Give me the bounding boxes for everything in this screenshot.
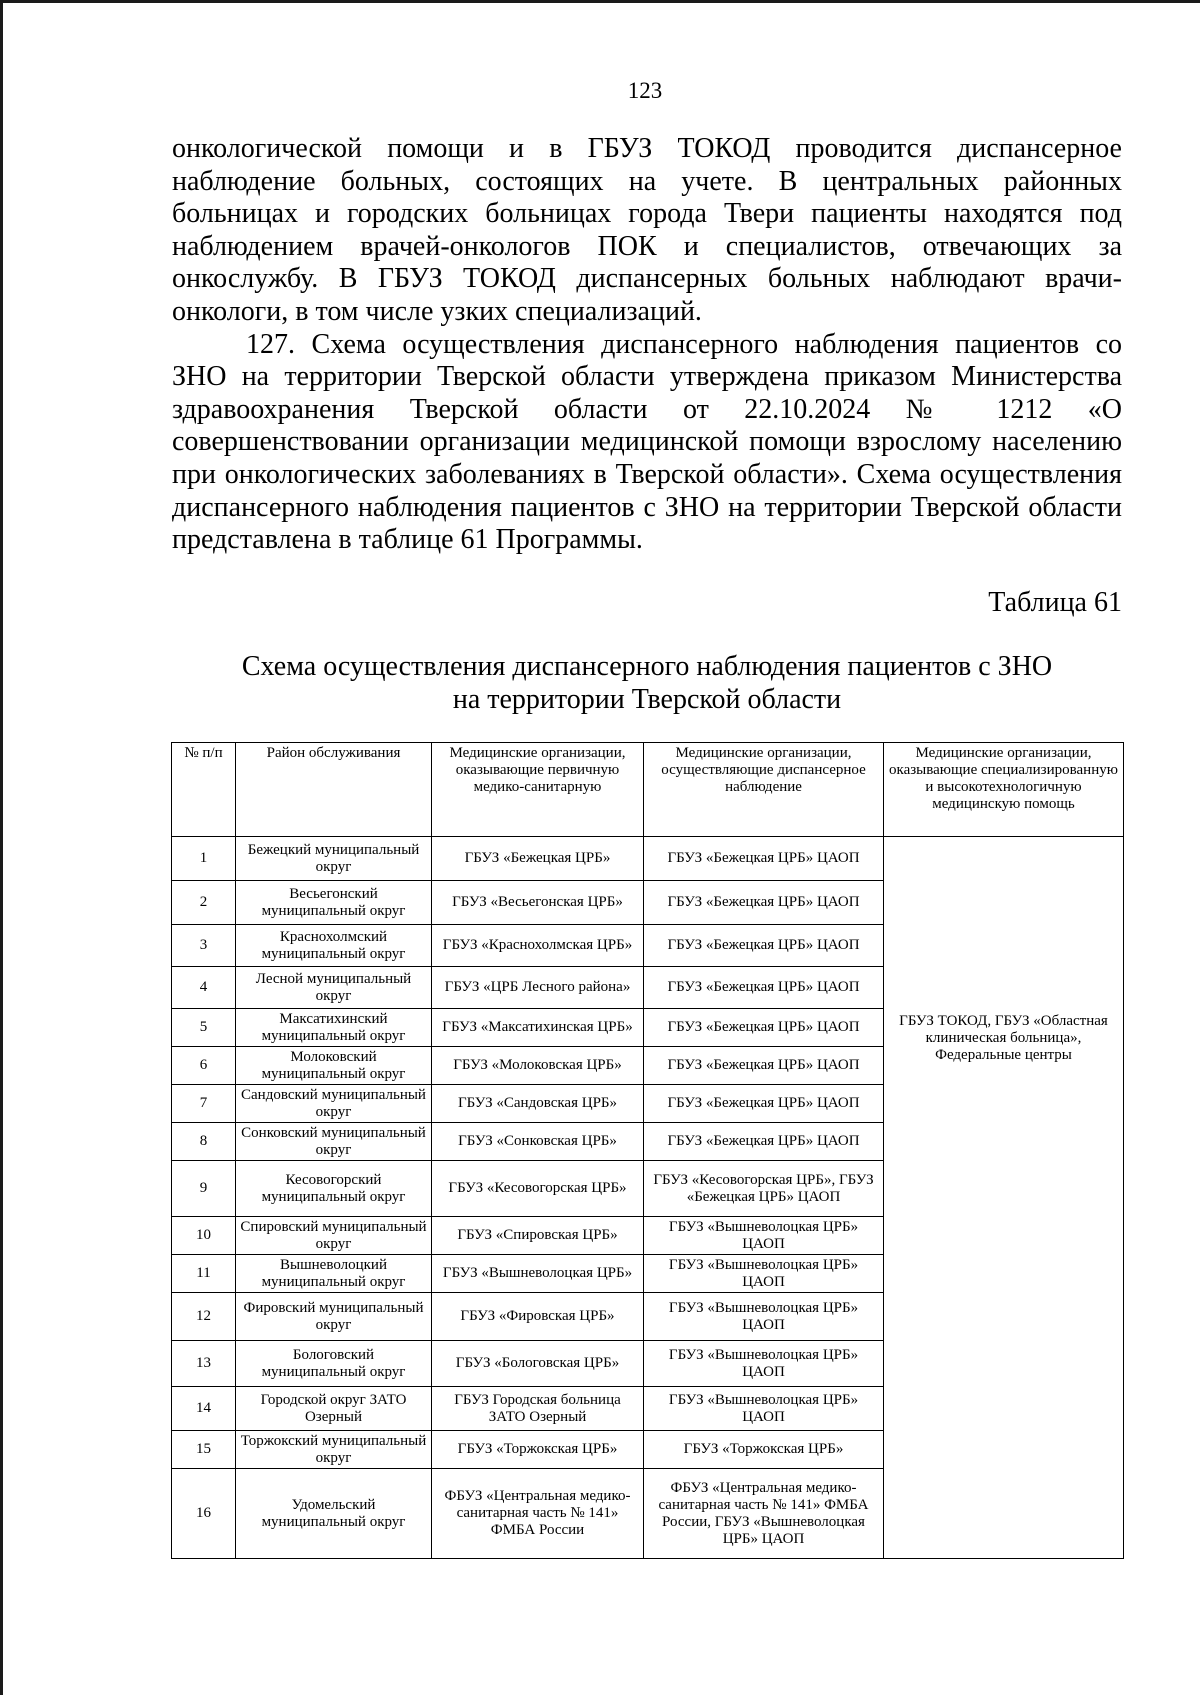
cell-num: 9 bbox=[172, 1161, 236, 1217]
cell-dispensary: ГБУЗ «Бежецкая ЦРБ» ЦАОП bbox=[644, 1047, 884, 1085]
cell-district: Фировский муниципальный округ bbox=[236, 1293, 432, 1341]
cell-primary: ГБУЗ «Кесовогорская ЦРБ» bbox=[432, 1161, 644, 1217]
cell-primary: ГБУЗ «Максатихинская ЦРБ» bbox=[432, 1009, 644, 1047]
cell-num: 1 bbox=[172, 837, 236, 881]
cell-dispensary: ГБУЗ «Бежецкая ЦРБ» ЦАОП bbox=[644, 1123, 884, 1161]
cell-num: 7 bbox=[172, 1085, 236, 1123]
cell-num: 16 bbox=[172, 1469, 236, 1559]
cell-dispensary: ГБУЗ «Бежецкая ЦРБ» ЦАОП bbox=[644, 1085, 884, 1123]
header-dispensary: Медицинские организации, осуществляющие диспансерное наблюдение bbox=[644, 743, 884, 837]
cell-dispensary: ГБУЗ «Бежецкая ЦРБ» ЦАОП bbox=[644, 967, 884, 1009]
cell-dispensary: ГБУЗ «Вышневолоцкая ЦРБ» ЦАОП bbox=[644, 1217, 884, 1255]
cell-district: Вышневолоцкий муниципальный округ bbox=[236, 1255, 432, 1293]
cell-primary: ГБУЗ «Фировская ЦРБ» bbox=[432, 1293, 644, 1341]
cell-dispensary: ГБУЗ «Вышневолоцкая ЦРБ» ЦАОП bbox=[644, 1341, 884, 1387]
paragraph-continuation: онкологической помощи и в ГБУЗ ТОКОД проводится диспансерное наблюдение больных, состоящих на учете. В центральных районных больницах и городских больницах города Твери пациенты находятся под наблюдением врачей-онкологов ПОК и специалистов, отвечающих за онкослужбу. В ГБУЗ ТОКОД диспансерных больных наблюдают врачи-онкологи, в том числе узких специализаций. bbox=[172, 133, 1122, 327]
table-header-row bbox=[172, 743, 1124, 837]
cell-district: Кесовогорский муниципальный округ bbox=[236, 1161, 432, 1217]
cell-district: Сандовский муниципальный округ bbox=[236, 1085, 432, 1123]
dispensary-scheme-table bbox=[171, 742, 1124, 1559]
cell-dispensary: ГБУЗ «Вышневолоцкая ЦРБ» ЦАОП bbox=[644, 1255, 884, 1293]
table-caption-line-2: на территории Тверской области bbox=[452, 684, 842, 715]
cell-district: Молоковский муниципальный округ bbox=[236, 1047, 432, 1085]
body-text bbox=[172, 133, 1122, 557]
cell-district: Сонковский муниципальный округ bbox=[236, 1123, 432, 1161]
cell-num: 12 bbox=[172, 1293, 236, 1341]
cell-district: Удомельский муниципальный округ bbox=[236, 1469, 432, 1559]
table-label: Таблица 61 bbox=[988, 587, 1122, 618]
cell-dispensary: ГБУЗ «Кесовогорская ЦРБ», ГБУЗ «Бежецкая ЦРБ» ЦАОП bbox=[644, 1161, 884, 1217]
cell-primary: ГБУЗ «Сандовская ЦРБ» bbox=[432, 1085, 644, 1123]
cell-primary: ГБУЗ «Бологовская ЦРБ» bbox=[432, 1341, 644, 1387]
paragraph-127: 127. Схема осуществления диспансерного наблюдения пациентов со ЗНО на территории Тверской области утверждена приказом Министерства здравоохранения Тверской области от 22.10.2024 № 1212 «О совершенствовании организации медицинской помощи взрослому населению при онкологических заболеваниях в Тверской области». Схема осуществления диспансерного наблюдения пациентов с ЗНО на территории Тверской области представлена в таблице 61 Программы. bbox=[172, 328, 1122, 556]
scan-border-left bbox=[0, 0, 3, 1695]
cell-num: 5 bbox=[172, 1009, 236, 1047]
cell-primary: ГБУЗ «Спировская ЦРБ» bbox=[432, 1217, 644, 1255]
cell-district: Торжокский муниципальный округ bbox=[236, 1431, 432, 1469]
table-body bbox=[172, 837, 1124, 1559]
header-primary: Медицинские организации, оказывающие первичную медико-санитарную bbox=[432, 743, 644, 837]
header-specialized: Медицинские организации, оказывающие специализированную и высокотехнологичную медицинскую помощь bbox=[884, 743, 1124, 837]
cell-num: 11 bbox=[172, 1255, 236, 1293]
cell-num: 6 bbox=[172, 1047, 236, 1085]
cell-district: Бежецкий муниципальный округ bbox=[236, 837, 432, 881]
cell-dispensary: ГБУЗ «Бежецкая ЦРБ» ЦАОП bbox=[644, 1009, 884, 1047]
cell-primary: ГБУЗ «Краснохолмская ЦРБ» bbox=[432, 925, 644, 967]
cell-dispensary: ГБУЗ «Торжокская ЦРБ» bbox=[644, 1431, 884, 1469]
cell-dispensary: ГБУЗ «Бежецкая ЦРБ» ЦАОП bbox=[644, 837, 884, 881]
cell-district: Бологовский муниципальный округ bbox=[236, 1341, 432, 1387]
cell-primary: ГБУЗ «Молоковская ЦРБ» bbox=[432, 1047, 644, 1085]
cell-primary: ГБУЗ «Торжокская ЦРБ» bbox=[432, 1431, 644, 1469]
cell-dispensary: ФБУЗ «Центральная медико-санитарная часть № 141» ФМБА России, ГБУЗ «Вышневолоцкая ЦРБ» ЦАОП bbox=[644, 1469, 884, 1559]
cell-primary: ГБУЗ «Вышневолоцкая ЦРБ» bbox=[432, 1255, 644, 1293]
cell-primary: ГБУЗ Городская больница ЗАТО Озерный bbox=[432, 1387, 644, 1431]
cell-num: 8 bbox=[172, 1123, 236, 1161]
cell-num: 10 bbox=[172, 1217, 236, 1255]
cell-dispensary: ГБУЗ «Бежецкая ЦРБ» ЦАОП bbox=[644, 881, 884, 925]
cell-num: 2 bbox=[172, 881, 236, 925]
cell-district: Городской округ ЗАТО Озерный bbox=[236, 1387, 432, 1431]
cell-primary: ФБУЗ «Центральная медико-санитарная часть № 141» ФМБА России bbox=[432, 1469, 644, 1559]
cell-district: Спировский муниципальный округ bbox=[236, 1217, 432, 1255]
cell-num: 3 bbox=[172, 925, 236, 967]
cell-specialized: ГБУЗ ТОКОД, ГБУЗ «Областная клиническая больница», Федеральные центры bbox=[884, 837, 1124, 1559]
cell-district: Максатихинский муниципальный округ bbox=[236, 1009, 432, 1047]
cell-primary: ГБУЗ «Бежецкая ЦРБ» bbox=[432, 837, 644, 881]
cell-dispensary: ГБУЗ «Бежецкая ЦРБ» ЦАОП bbox=[644, 925, 884, 967]
cell-district: Краснохолмский муниципальный округ bbox=[236, 925, 432, 967]
table-row bbox=[172, 837, 1124, 881]
page-number: 123 bbox=[627, 78, 663, 103]
cell-num: 13 bbox=[172, 1341, 236, 1387]
cell-primary: ГБУЗ «Весьегонская ЦРБ» bbox=[432, 881, 644, 925]
table-caption bbox=[172, 650, 1122, 716]
header-num: № п/п bbox=[172, 743, 236, 837]
cell-num: 15 bbox=[172, 1431, 236, 1469]
cell-district: Весьегонский муниципальный округ bbox=[236, 881, 432, 925]
cell-num: 14 bbox=[172, 1387, 236, 1431]
header-district: Район обслуживания bbox=[236, 743, 432, 837]
table-caption-line-1: Схема осуществления диспансерного наблюдения пациентов с ЗНО bbox=[241, 651, 1053, 682]
cell-dispensary: ГБУЗ «Вышневолоцкая ЦРБ» ЦАОП bbox=[644, 1387, 884, 1431]
cell-district: Лесной муниципальный округ bbox=[236, 967, 432, 1009]
cell-dispensary: ГБУЗ «Вышневолоцкая ЦРБ» ЦАОП bbox=[644, 1293, 884, 1341]
cell-primary: ГБУЗ «Сонковская ЦРБ» bbox=[432, 1123, 644, 1161]
cell-num: 4 bbox=[172, 967, 236, 1009]
scan-border-top bbox=[0, 0, 1200, 3]
cell-primary: ГБУЗ «ЦРБ Лесного района» bbox=[432, 967, 644, 1009]
